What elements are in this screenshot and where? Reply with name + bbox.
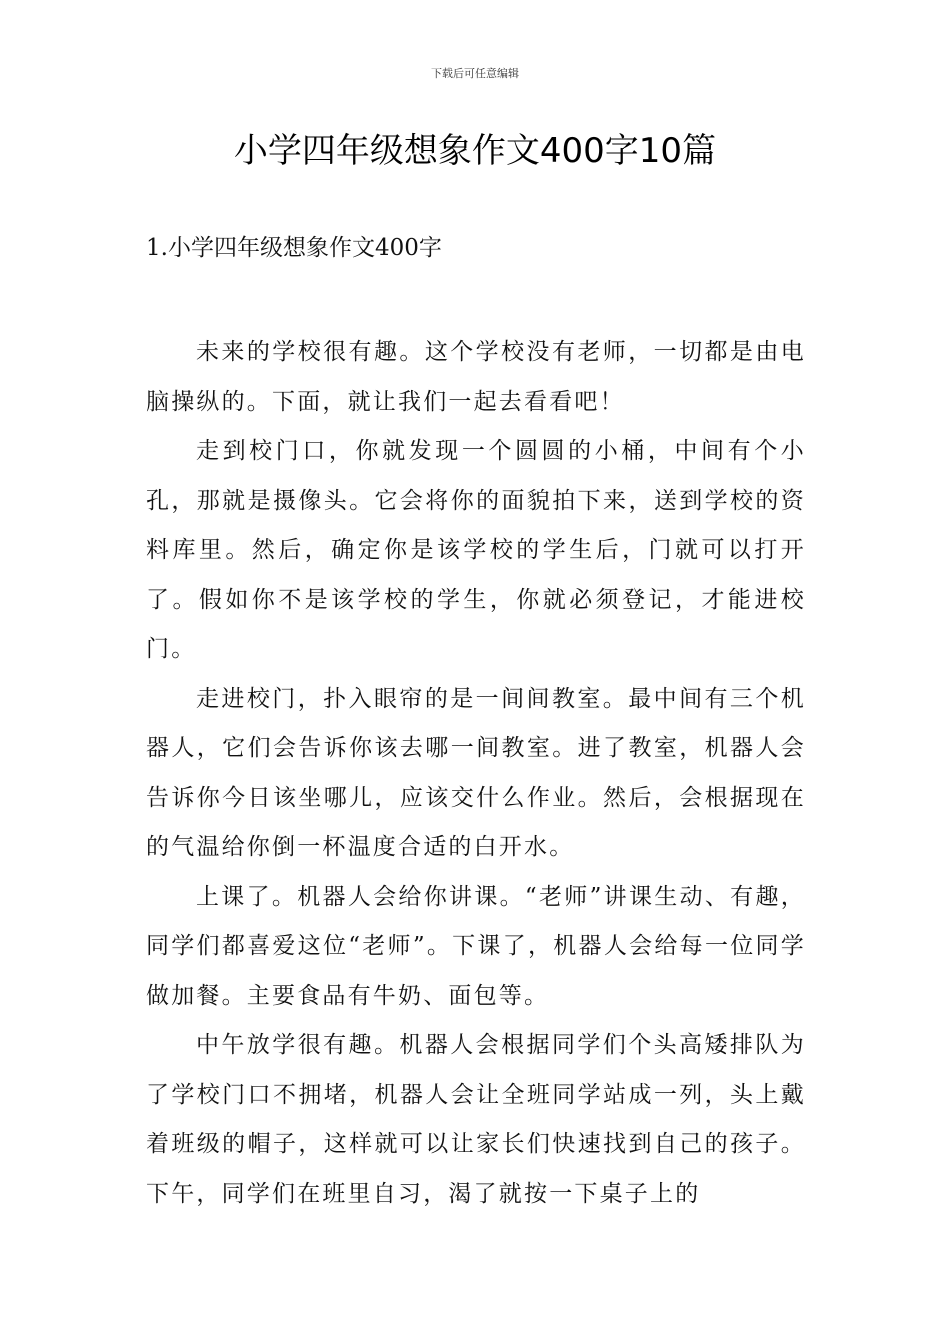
paragraph-3: 走进校门，扑入眼帘的是一间间教室。最中间有三个机器人，它们会告诉你该去哪一间教室。进了教室，机器人会告诉你今日该坐哪儿，应该交什么作业。然后，会根据现在的气温给你倒一杯温度合适的白开水。 (146, 685, 806, 860)
header-note: 下载后可任意编辑 (431, 67, 519, 80)
document-title: 小学四年级想象作文400字10篇 (233, 131, 717, 171)
paragraph-1: 未来的学校很有趣。这个学校没有老师，一切都是由电脑操纵的。下面，就让我们一起去看看吧！ (146, 339, 806, 415)
essay-body (146, 328, 806, 1219)
section-heading: 1.小学四年级想象作文400字 (146, 235, 442, 261)
paragraph-2: 走到校门口，你就发现一个圆圆的小桶，中间有个小孔，那就是摄像头。它会将你的面貌拍下来，送到学校的资料库里。然后，确定你是该学校的学生后，门就可以打开了。假如你不是该学校的学生，你就必须登记，才能进校门。 (146, 438, 806, 662)
paragraph-4: 上课了。机器人会给你讲课。“老师”讲课生动、有趣，同学们都喜爱这位“老师”。下课了，机器人会给每一位同学做加餐。主要食品有牛奶、面包等。 (146, 883, 806, 1009)
paragraph-5: 中午放学很有趣。机器人会根据同学们个头高矮排队为了学校门口不拥堵，机器人会让全班同学站成一列，头上戴着班级的帽子，这样就可以让家长们快速找到自己的孩子。下午，同学们在班里自习，渴了就按一下桌子上的 (146, 1032, 806, 1207)
